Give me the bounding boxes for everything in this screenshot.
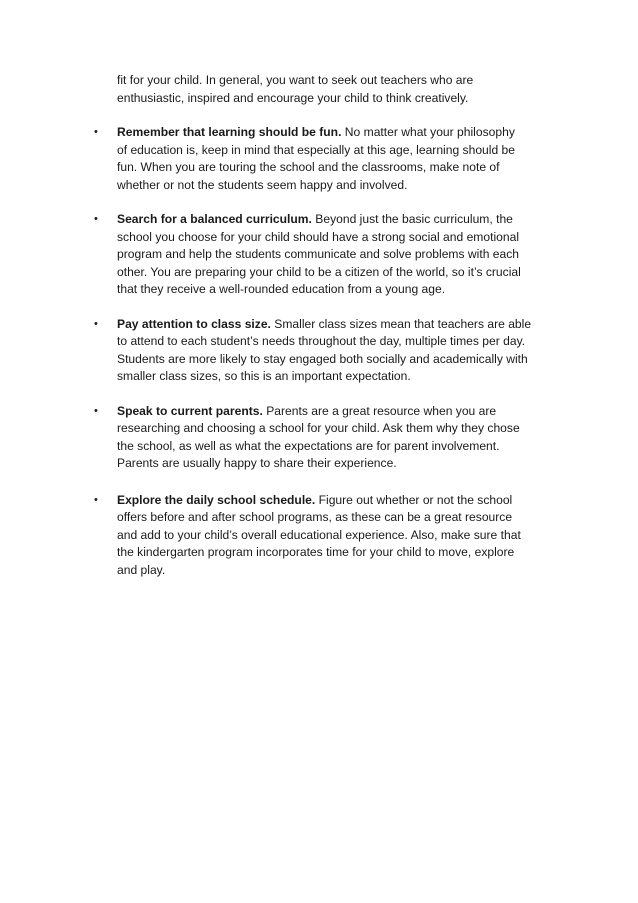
list-item-current-parents xyxy=(94,403,562,473)
list-item-line: and add to your child’s overall educational experience. Also, make sure that xyxy=(117,527,521,542)
list-item-heading: Explore the daily school schedule. xyxy=(117,492,316,507)
list-item-line: whether or not the students seem happy and involved. xyxy=(117,177,408,192)
list-item-line: to attend to each student’s needs throughout the day, multiple times per day. xyxy=(117,334,526,348)
list-item-line: fun. When you are touring the school and the classrooms, make note of xyxy=(117,160,500,174)
list-item-class-size xyxy=(94,316,562,386)
list-item-text: Smaller class sizes mean that teachers are able xyxy=(270,316,532,331)
list-item-first-line xyxy=(117,124,562,142)
list-item-line: of education is, keep in mind that especially at this age, learning should be xyxy=(117,142,516,157)
lead-paragraph xyxy=(117,72,562,107)
bullet-icon: • xyxy=(94,213,98,225)
list-item-line: offers before and after school programs, as these can be a great resource xyxy=(117,510,513,524)
list-item-first-line xyxy=(117,316,562,334)
lead-line-1: fit for your child. In general, you want to seek out teachers who are xyxy=(117,73,474,87)
bullet-icon: • xyxy=(94,126,98,138)
list-item-line: researching and choosing a school for your child. Ask them why they chose xyxy=(117,421,520,435)
list-item-daily-schedule xyxy=(94,492,562,580)
list-item-balanced-curriculum xyxy=(94,211,562,299)
list-item-first-line xyxy=(117,492,562,510)
bullet-icon: • xyxy=(94,404,98,417)
list-item-text: Figure out whether or not the school xyxy=(315,492,513,507)
list-item-line: Parents are usually happy to share their experience. xyxy=(117,456,397,470)
bullet-icon: • xyxy=(94,317,98,330)
list-item-line: the school, as well as what the expectations are for parent involvement. xyxy=(117,438,500,453)
list-item-line: and play. xyxy=(117,562,166,577)
list-item-heading: Speak to current parents. xyxy=(117,403,263,418)
list-item-line: Students are more likely to stay engaged both socially and academically with xyxy=(117,351,528,366)
list-item-text: Parents are a great resource when you are xyxy=(262,403,497,418)
list-item-heading: Remember that learning should be fun. xyxy=(117,125,342,139)
list-item-line: the kindergarten program incorporates time for your child to move, explore xyxy=(117,545,515,559)
list-item-heading: Pay attention to class size. xyxy=(117,316,271,331)
document-body xyxy=(94,72,562,596)
list-item-text: No matter what your philosophy xyxy=(341,125,515,139)
bullet-icon: • xyxy=(94,493,98,506)
list-item-first-line xyxy=(117,403,562,421)
list-item-line: program and help the students communicate and solve problems with each xyxy=(117,247,520,261)
list-item-first-line xyxy=(117,211,562,229)
lead-line-2: enthusiastic, inspired and encourage your child to think creatively. xyxy=(117,90,469,105)
list-item-learning-fun xyxy=(94,124,562,194)
list-item-text: Beyond just the basic curriculum, the xyxy=(311,212,513,226)
list-item-line: school you choose for your child should have a strong social and emotional xyxy=(117,229,520,244)
list-item-line: other. You are preparing your child to be a citizen of the world, so it’s crucial xyxy=(117,264,521,279)
list-item-line: smaller class sizes, so this is an important expectation. xyxy=(117,369,411,383)
list-item-line: that they receive a well-rounded education from a young age. xyxy=(117,282,446,296)
list-item-heading: Search for a balanced curriculum. xyxy=(117,212,312,226)
